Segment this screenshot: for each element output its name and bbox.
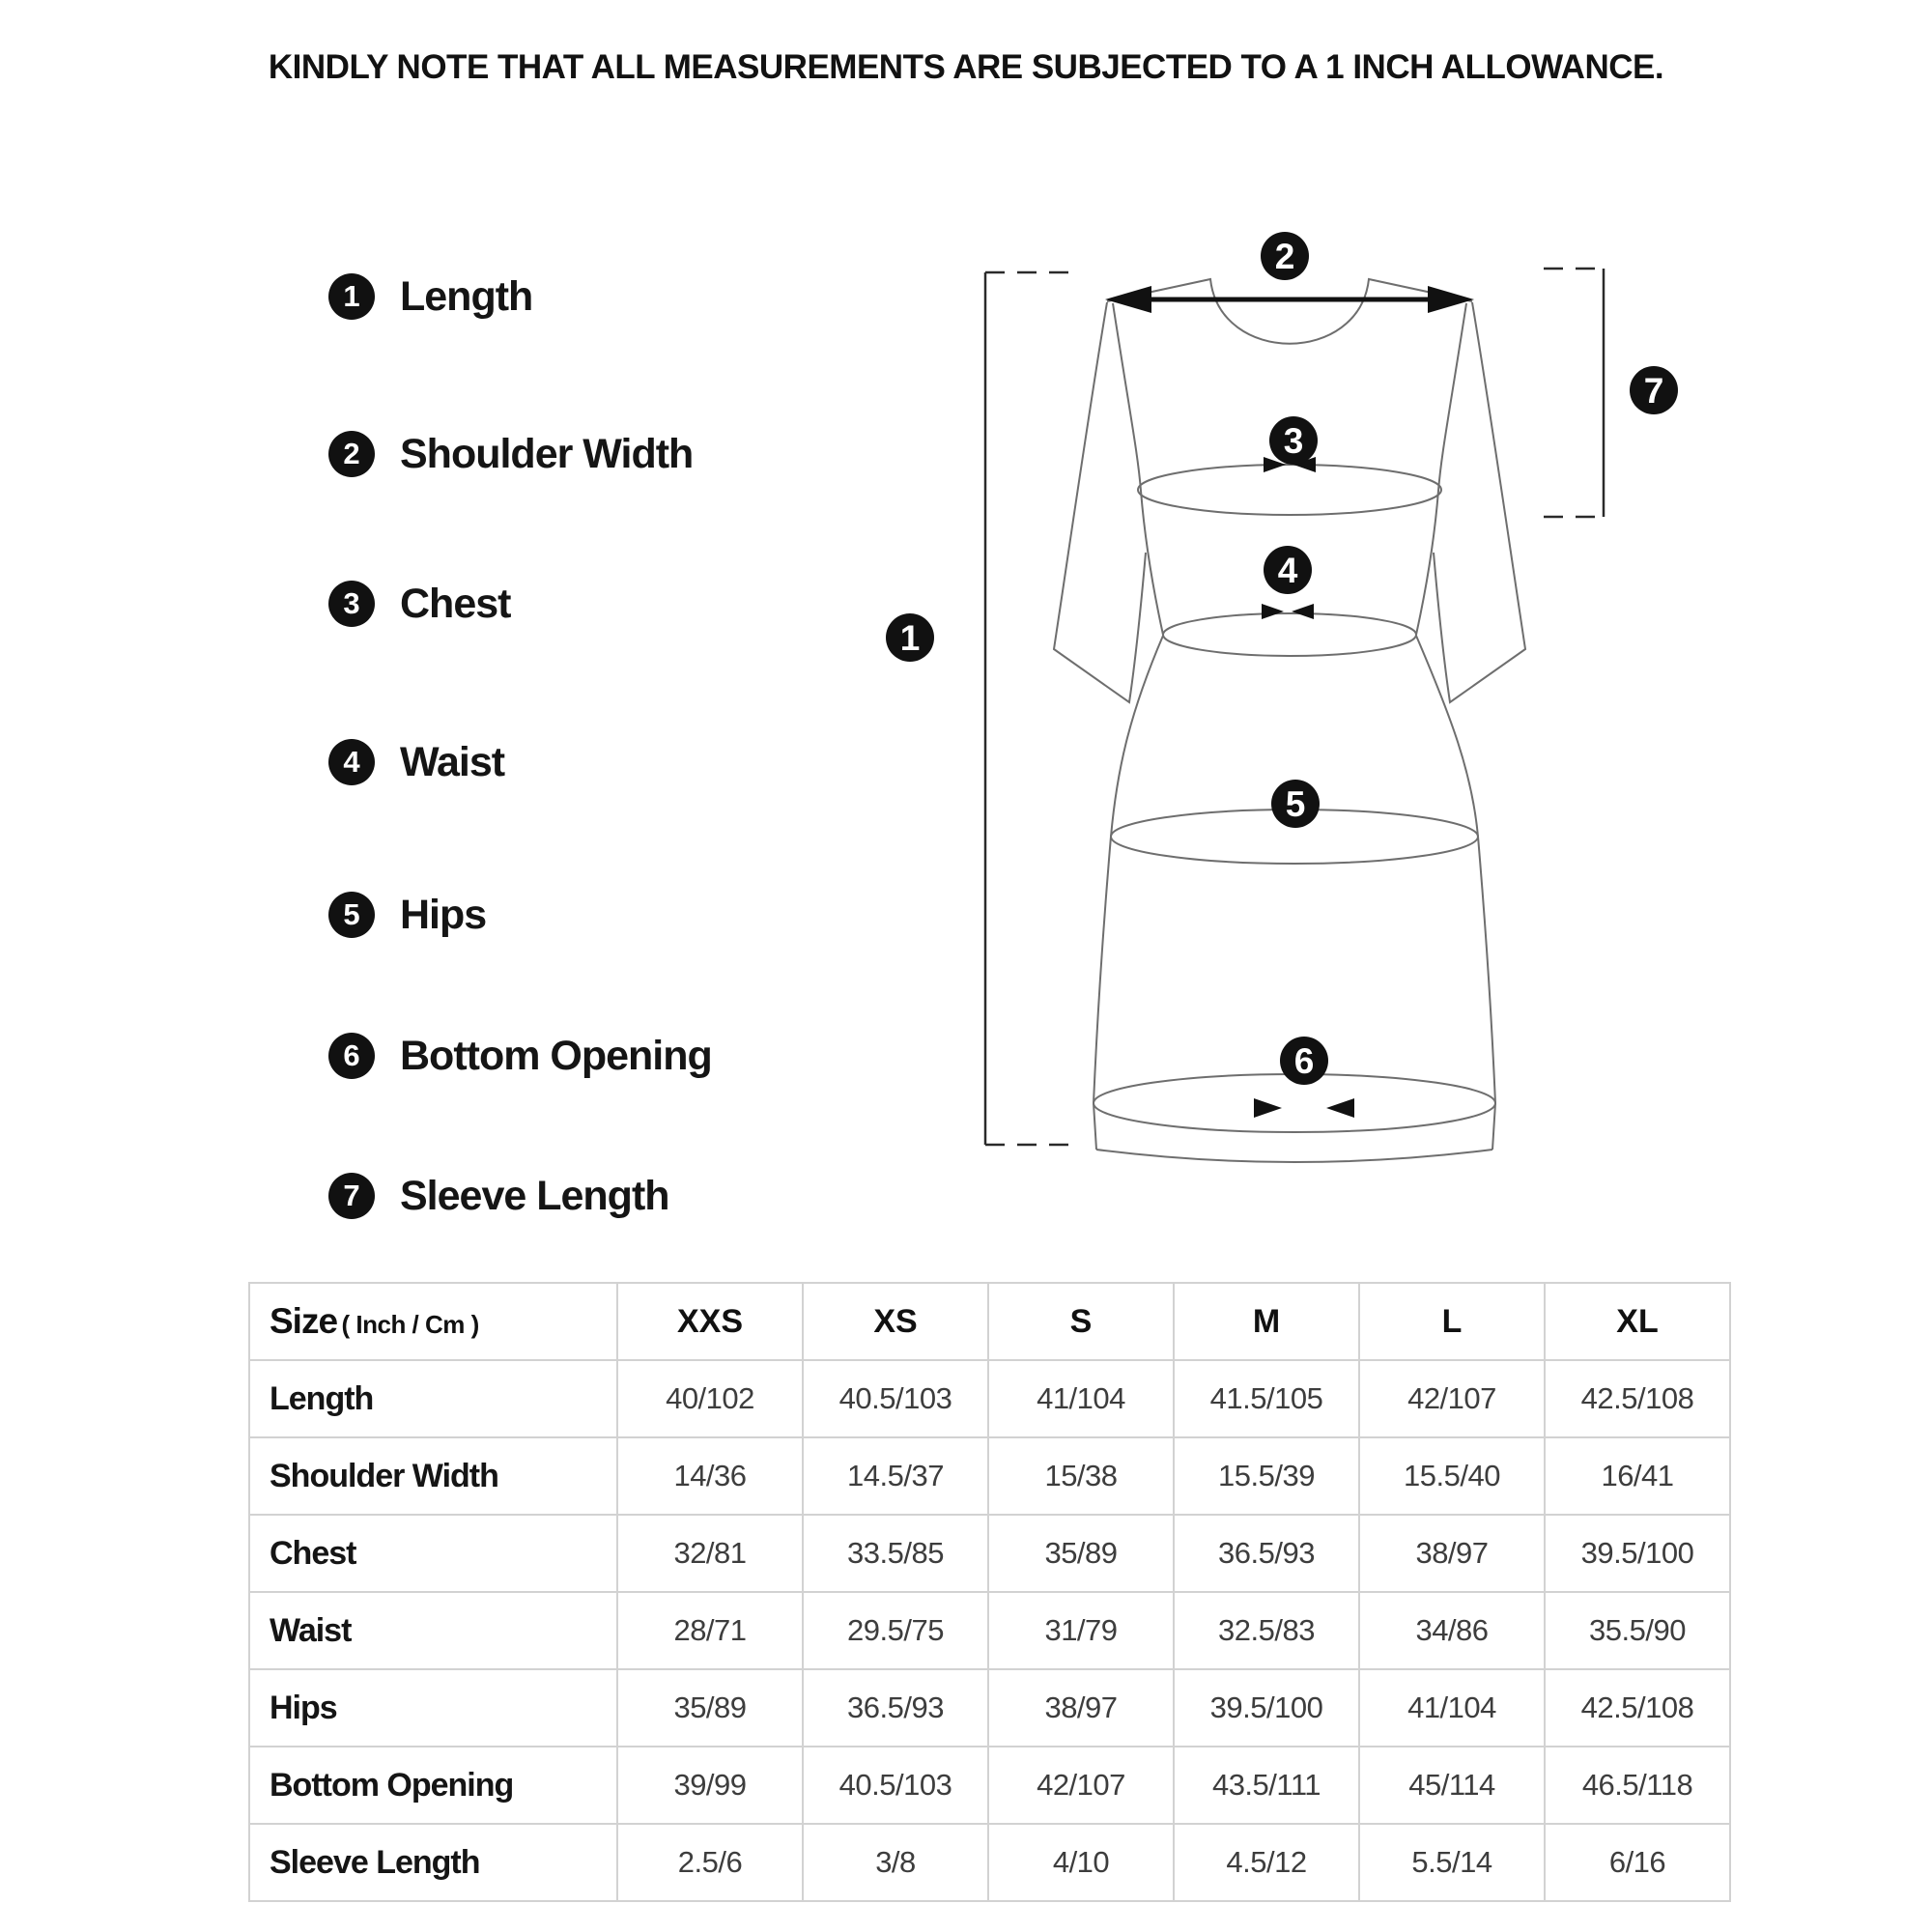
size-value-cell: 16/41 (1545, 1437, 1730, 1515)
marker-waist (1264, 546, 1312, 594)
legend-number-badge: 5 (328, 892, 375, 938)
column-header-m: M (1174, 1283, 1359, 1360)
size-value-cell: 33.5/85 (803, 1515, 988, 1592)
row-label: Hips (249, 1669, 617, 1747)
legend-item-hips (328, 892, 486, 938)
column-header-l: L (1359, 1283, 1545, 1360)
legend-label: Shoulder Width (400, 430, 694, 477)
table-header-row (249, 1283, 1730, 1360)
legend-item-length (328, 273, 532, 320)
waist-measure-arrows (1262, 604, 1314, 619)
size-value-cell: 36.5/93 (1174, 1515, 1359, 1592)
size-value-cell: 42/107 (1359, 1360, 1545, 1437)
size-value-cell: 45/114 (1359, 1747, 1545, 1824)
legend-item-shoulder-width (328, 431, 693, 477)
row-label: Chest (249, 1515, 617, 1592)
marker-length (886, 613, 934, 662)
legend-item-sleeve-length (328, 1173, 669, 1219)
length-bracket (985, 272, 1068, 1145)
size-value-cell: 4.5/12 (1174, 1824, 1359, 1901)
size-value-cell: 14.5/37 (803, 1437, 988, 1515)
size-value-cell: 34/86 (1359, 1592, 1545, 1669)
size-value-cell: 42.5/108 (1545, 1360, 1730, 1437)
size-value-cell: 42/107 (988, 1747, 1174, 1824)
size-value-cell: 32.5/83 (1174, 1592, 1359, 1669)
size-value-cell: 46.5/118 (1545, 1747, 1730, 1824)
column-header-xxs: XXS (617, 1283, 803, 1360)
svg-text:3: 3 (1283, 421, 1304, 461)
svg-text:7: 7 (1643, 371, 1664, 411)
size-value-cell: 35/89 (988, 1515, 1174, 1592)
size-value-cell: 5.5/14 (1359, 1824, 1545, 1901)
table-row-length (249, 1360, 1730, 1437)
size-value-cell: 38/97 (1359, 1515, 1545, 1592)
size-value-cell: 42.5/108 (1545, 1669, 1730, 1747)
allowance-note: KINDLY NOTE THAT ALL MEASUREMENTS ARE SUBJECTED TO A 1 INCH ALLOWANCE. (268, 48, 1664, 86)
size-value-cell: 35/89 (617, 1669, 803, 1747)
table-row-bottom-opening (249, 1747, 1730, 1824)
size-value-cell: 43.5/111 (1174, 1747, 1359, 1824)
size-value-cell: 36.5/93 (803, 1669, 988, 1747)
size-title: Size (270, 1301, 338, 1341)
table-row-shoulder-width (249, 1437, 1730, 1515)
size-value-cell: 35.5/90 (1545, 1592, 1730, 1669)
svg-text:6: 6 (1293, 1041, 1315, 1081)
svg-text:1: 1 (899, 618, 921, 658)
bottom-opening-ellipse (1094, 1074, 1495, 1132)
size-value-cell: 40.5/103 (803, 1360, 988, 1437)
size-value-cell: 41.5/105 (1174, 1360, 1359, 1437)
chest-ellipse (1138, 465, 1441, 515)
table-row-waist (249, 1592, 1730, 1669)
legend-number-badge: 7 (328, 1173, 375, 1219)
row-label: Shoulder Width (249, 1437, 617, 1515)
size-value-cell: 40.5/103 (803, 1747, 988, 1824)
size-value-cell: 14/36 (617, 1437, 803, 1515)
row-label: Bottom Opening (249, 1747, 617, 1824)
column-header-s: S (988, 1283, 1174, 1360)
svg-text:2: 2 (1274, 237, 1295, 276)
size-value-cell: 15.5/39 (1174, 1437, 1359, 1515)
marker-bottom-opening (1280, 1037, 1328, 1085)
size-value-cell: 4/10 (988, 1824, 1174, 1901)
size-unit-header (249, 1283, 617, 1360)
sleeve-length-bracket (1544, 269, 1604, 517)
size-value-cell: 2.5/6 (617, 1824, 803, 1901)
legend-number-badge: 4 (328, 739, 375, 785)
size-value-cell: 28/71 (617, 1592, 803, 1669)
size-value-cell: 39.5/100 (1174, 1669, 1359, 1747)
marker-chest (1269, 416, 1318, 465)
legend-label: Sleeve Length (400, 1172, 669, 1219)
legend-item-bottom-opening (328, 1033, 712, 1079)
size-value-cell: 41/104 (988, 1360, 1174, 1437)
size-value-cell: 3/8 (803, 1824, 988, 1901)
marker-sleeve-length (1630, 366, 1678, 414)
size-value-cell: 6/16 (1545, 1824, 1730, 1901)
dress-outline (1054, 279, 1525, 1162)
size-value-cell: 15/38 (988, 1437, 1174, 1515)
marker-shoulder-width (1261, 232, 1309, 280)
marker-hips (1271, 780, 1320, 828)
size-value-cell: 31/79 (988, 1592, 1174, 1669)
waist-ellipse (1163, 613, 1416, 656)
size-value-cell: 39/99 (617, 1747, 803, 1824)
legend-number-badge: 1 (328, 273, 375, 320)
size-value-cell: 29.5/75 (803, 1592, 988, 1669)
legend-label: Chest (400, 580, 511, 627)
column-header-xs: XS (803, 1283, 988, 1360)
row-label: Waist (249, 1592, 617, 1669)
legend-number-badge: 3 (328, 581, 375, 627)
legend-label: Waist (400, 738, 505, 785)
size-value-cell: 32/81 (617, 1515, 803, 1592)
size-value-cell: 41/104 (1359, 1669, 1545, 1747)
size-unit: ( Inch / Cm ) (341, 1310, 479, 1339)
legend-number-badge: 2 (328, 431, 375, 477)
size-value-cell: 40/102 (617, 1360, 803, 1437)
table-row-chest (249, 1515, 1730, 1592)
bottom-opening-measure-arrows (1254, 1098, 1354, 1118)
legend-label: Length (400, 272, 533, 320)
row-label: Length (249, 1360, 617, 1437)
table-row-hips (249, 1669, 1730, 1747)
column-header-xl: XL (1545, 1283, 1730, 1360)
svg-text:4: 4 (1277, 551, 1298, 590)
size-value-cell: 15.5/40 (1359, 1437, 1545, 1515)
legend-number-badge: 6 (328, 1033, 375, 1079)
table-row-sleeve-length (249, 1824, 1730, 1901)
legend-item-chest (328, 581, 510, 627)
legend-label: Hips (400, 891, 487, 938)
dress-measurement-diagram (850, 222, 1739, 1188)
svg-text:5: 5 (1285, 784, 1306, 824)
legend-item-waist (328, 739, 504, 785)
size-value-cell: 38/97 (988, 1669, 1174, 1747)
size-table (248, 1282, 1731, 1902)
legend-label: Bottom Opening (400, 1032, 712, 1079)
row-label: Sleeve Length (249, 1824, 617, 1901)
size-value-cell: 39.5/100 (1545, 1515, 1730, 1592)
